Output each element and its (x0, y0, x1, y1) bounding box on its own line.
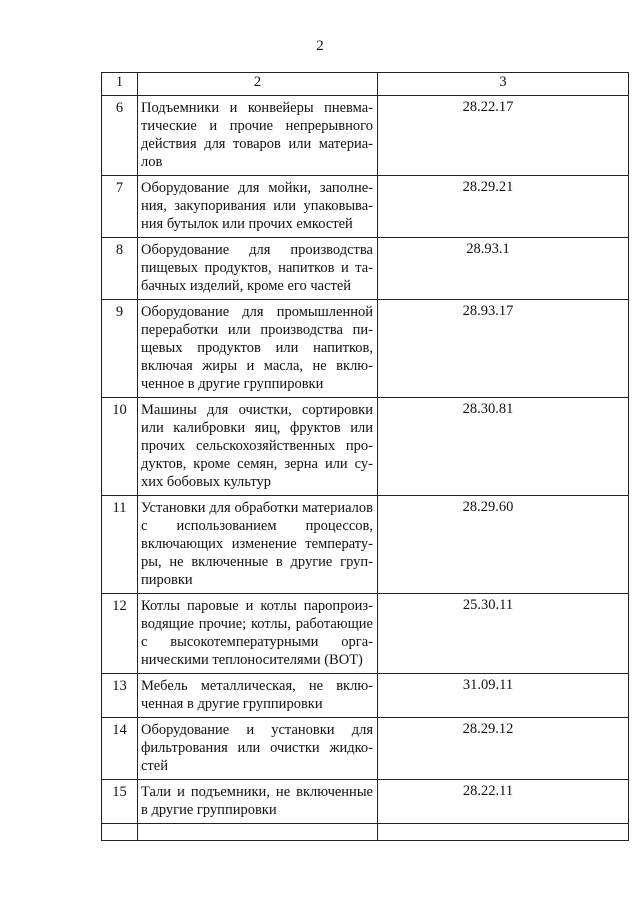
table-row (102, 594, 629, 674)
table-row (102, 300, 629, 398)
row-name: Подъемники и конвейеры пневматические и прочие непрерывного действия для товаров или материалов (138, 96, 378, 176)
table-row (102, 238, 629, 300)
row-number: 8 (102, 238, 138, 300)
table-row (102, 398, 629, 496)
table-row (102, 176, 629, 238)
row-code: 28.22.17 (378, 96, 629, 176)
row-code: 28.22.11 (378, 780, 629, 824)
row-number: 12 (102, 594, 138, 674)
column-header-1: 1 (102, 73, 138, 96)
page-number: 2 (316, 38, 324, 54)
empty-cell (102, 824, 138, 841)
row-code: 25.30.11 (378, 594, 629, 674)
table-row (102, 496, 629, 594)
row-number: 14 (102, 718, 138, 780)
row-name: Оборудование и установки для фильтрования или очистки жидкостей (138, 718, 378, 780)
equipment-table (101, 72, 629, 841)
table-row (102, 780, 629, 824)
row-code: 28.29.60 (378, 496, 629, 594)
row-code: 28.29.21 (378, 176, 629, 238)
row-number: 6 (102, 96, 138, 176)
row-number: 7 (102, 176, 138, 238)
row-name: Оборудование для промышленной переработки или производства пищевых продуктов или напитков, включая жиры и масла, не включенное в другие группировки (138, 300, 378, 398)
column-header-3: 3 (378, 73, 629, 96)
row-name: Машины для очистки, сортировки или калибровки яиц, фруктов или прочих сельскохозяйственных продуктов, кроме семян, зерна или сухих бобовых культур (138, 398, 378, 496)
empty-cell (138, 824, 378, 841)
empty-cell (378, 824, 629, 841)
row-number: 10 (102, 398, 138, 496)
table-row (102, 718, 629, 780)
row-code: 28.93.1 (378, 238, 629, 300)
row-code: 28.29.12 (378, 718, 629, 780)
row-code: 28.30.81 (378, 398, 629, 496)
row-name: Установки для обработки материалов с использованием процессов, включающих изменение температуры, не включенные в другие группировки (138, 496, 378, 594)
row-name: Котлы паровые и котлы паропроизводящие прочие; котлы, работающие с высокотемпературными органическими теплоносителями (ВОТ) (138, 594, 378, 674)
row-number: 9 (102, 300, 138, 398)
row-name: Оборудование для производства пищевых продуктов, напитков и табачных изделий, кроме его частей (138, 238, 378, 300)
table-row (102, 96, 629, 176)
table-header-row (102, 73, 629, 96)
row-code: 28.93.17 (378, 300, 629, 398)
column-header-2: 2 (138, 73, 378, 96)
row-number: 15 (102, 780, 138, 824)
row-code: 31.09.11 (378, 674, 629, 718)
row-number: 13 (102, 674, 138, 718)
table-row (102, 674, 629, 718)
row-number: 11 (102, 496, 138, 594)
table-bottom-spacer (102, 824, 629, 841)
row-name: Мебель металлическая, не включенная в другие группировки (138, 674, 378, 718)
row-name: Оборудование для мойки, заполнения, закупоривания или упаковывания бутылок или прочих емкостей (138, 176, 378, 238)
row-name: Тали и подъемники, не включенные в другие группировки (138, 780, 378, 824)
